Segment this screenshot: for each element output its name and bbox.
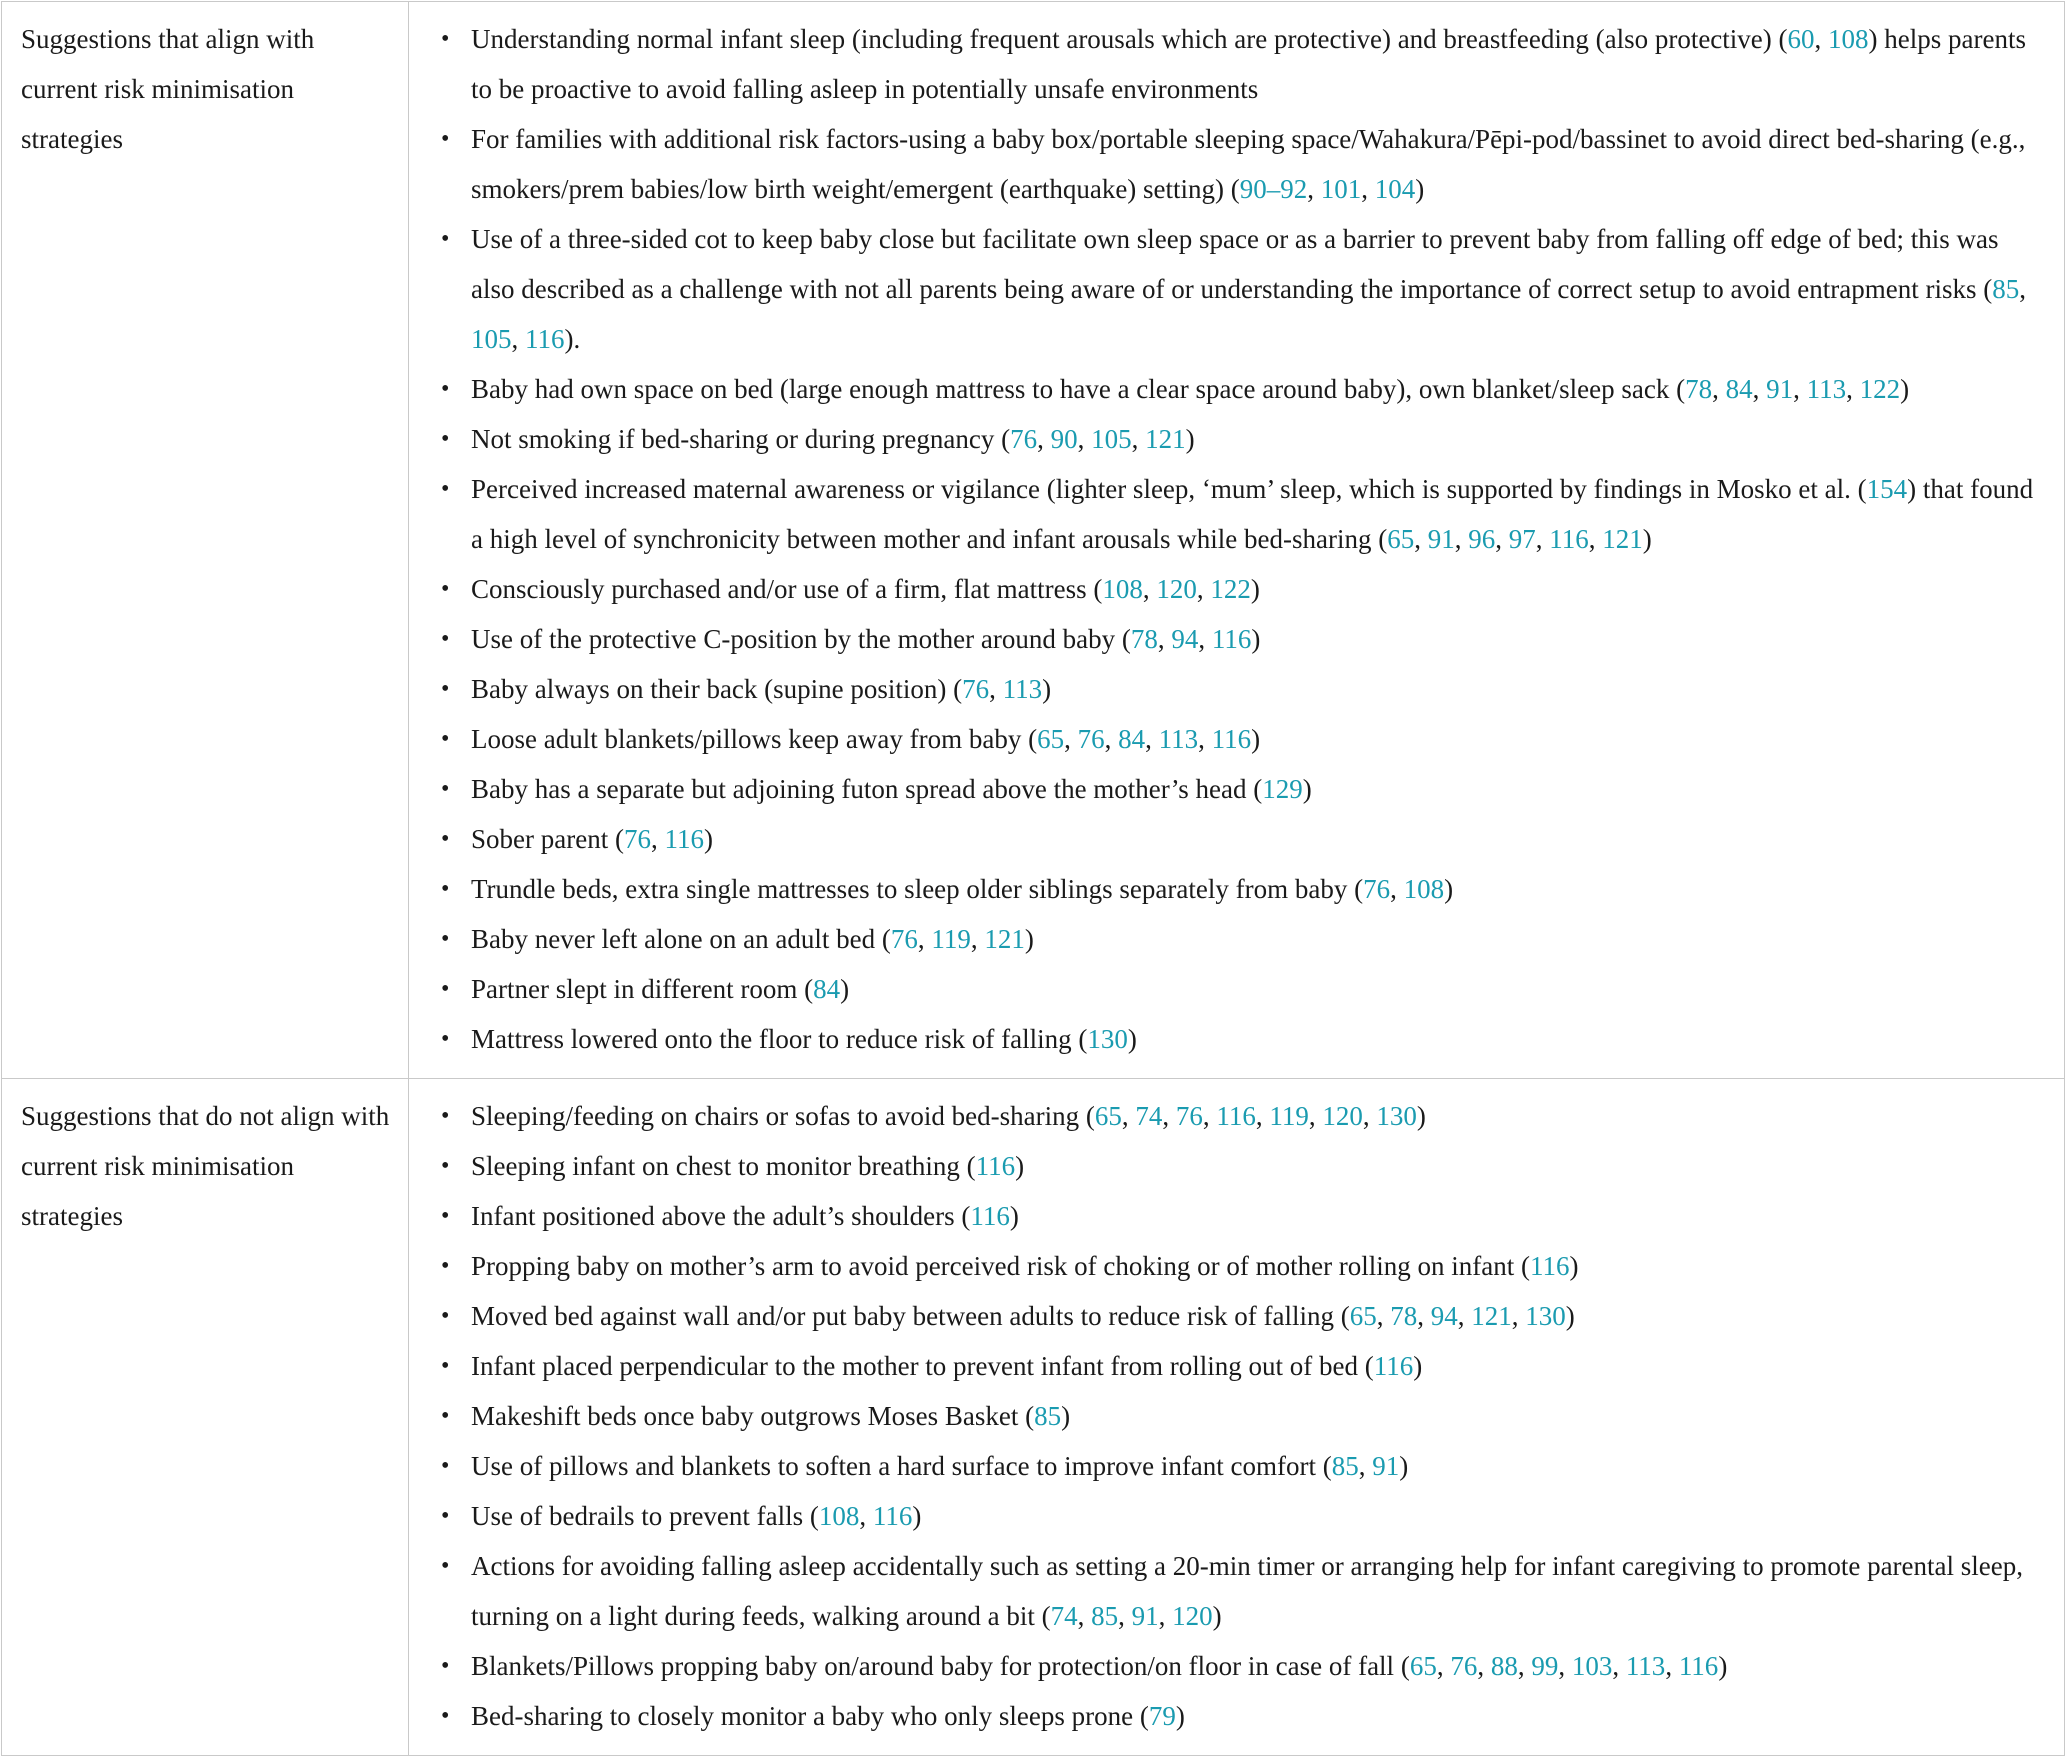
citation-link[interactable]: 78 [1130,624,1158,654]
list-item-text: Understanding normal infant sleep (including frequent arousals which are protective) and breastfeeding (also protective) [471,24,1772,54]
citation-link[interactable]: 88 [1490,1651,1518,1681]
table-row-align [2,2,2065,1079]
list-item-text: Mattress lowered onto the floor to reduce risk of falling [471,1024,1072,1054]
list-item: • For families with additional risk factors-using a baby box/portable sleeping space/Wahakura/Pēpi-pod/bassinet to avoid direct bed-sharing (e.g., smokers/prem babies/low birth weight/emergent (earthquake) setting) (90–92, 101, 104) [471,114,2044,214]
list-item-text: Baby had own space on bed (large enough mattress to have a clear space around baby), own blanket/sleep sack [471,374,1670,404]
citation-link[interactable]: 116 [872,1501,913,1531]
row-label: Suggestions that do not align with current risk minimisation strategies [21,1101,390,1231]
citation-link[interactable]: 130 [1376,1101,1417,1131]
row-items-cell [409,1079,2065,1756]
citation-link[interactable]: 76 [962,674,990,704]
list-item: • Use of bedrails to prevent falls (108, 116) [471,1491,2044,1541]
citation-link[interactable]: 76 [1363,874,1391,904]
citation-link[interactable]: 85 [1091,1601,1119,1631]
list-item-text: Trundle beds, extra single mattresses to sleep older siblings separately from baby [471,874,1348,904]
citation-link[interactable]: 116 [1678,1651,1719,1681]
row-items-cell [409,2,2065,1079]
list-item-text: Infant placed perpendicular to the mother to prevent infant from rolling out of bed [471,1351,1358,1381]
citation-link[interactable]: 116 [525,324,565,354]
list-item: • Mattress lowered onto the floor to reduce risk of falling (130) [471,1014,2044,1064]
citation-link[interactable]: 85 [1992,274,2020,304]
list-item-suffix: . [573,324,581,354]
citation-link[interactable]: 116 [970,1201,1010,1231]
citation-link[interactable]: 116 [975,1151,1016,1181]
citation-link[interactable]: 60 [1787,24,1815,54]
citation-link[interactable]: 78 [1390,1301,1418,1331]
list-item-text: Bed-sharing to closely monitor a baby who only sleeps prone [471,1701,1134,1731]
citation-link[interactable]: 76 [1450,1651,1478,1681]
list-item-text: Use of pillows and blankets to soften a hard surface to improve infant comfort [471,1451,1317,1481]
citation-link[interactable]: 130 [1087,1024,1128,1054]
suggestion-list [419,14,2044,1064]
citation-link[interactable]: 79 [1148,1701,1176,1731]
citation-link[interactable]: 108 [1828,24,1869,54]
list-item: • Sleeping infant on chest to monitor breathing (116) [471,1141,2044,1191]
list-item: • Perceived increased maternal awareness or vigilance (lighter sleep, ‘mum’ sleep, which is supported by findings in Mosko et al. (154) that found a high level of synchronicity between mother and infant arousals while bed-sharing (65, 91, 96, 97, 116, 121) [471,464,2044,564]
citation-link[interactable]: 76 [1010,424,1038,454]
citation-link[interactable]: 103 [1571,1651,1613,1681]
list-item: • Trundle beds, extra single mattresses to sleep older siblings separately from baby (76, 108) [471,864,2044,914]
list-item-text: Partner slept in different room [471,974,798,1004]
citation-link[interactable]: 76 [1175,1101,1203,1131]
citation-link[interactable]: 104 [1374,174,1416,204]
list-item-text: Sober parent [471,824,609,854]
list-item: • Understanding normal infant sleep (including frequent arousals which are protective) and breastfeeding (also protective) (60, 108) helps parents to be proactive to avoid falling asleep in potentially unsafe environments [471,14,2044,114]
list-item-text: Moved bed against wall and/or put baby between adults to reduce risk of falling [471,1301,1335,1331]
list-item-text: Infant positioned above the adult’s shoulders [471,1201,955,1231]
citation-link[interactable]: 74 [1050,1601,1078,1631]
list-item-text: Use of a three-sided cot to keep baby close but facilitate own sleep space or as a barrier to prevent baby from falling off edge of bed; this was also described as a challenge with not all parents being aware of or understanding the importance of correct setup to avoid entrapment risks [471,224,1999,304]
citation-link[interactable]: 85 [1034,1401,1062,1431]
citation-link[interactable]: 76 [1077,724,1105,754]
list-item-text: Perceived increased maternal awareness or vigilance (lighter sleep, ‘mum’ sleep, which is supported by findings in Mosko et al. [471,474,1851,504]
citation-link[interactable]: 84 [1118,724,1146,754]
list-item-text: Consciously purchased and/or use of a firm, flat mattress [471,574,1087,604]
citation-link[interactable]: 121 [1145,424,1186,454]
row-label-cell [2,1079,409,1756]
citation-link[interactable]: 105 [471,324,512,354]
citation-link[interactable]: 113 [1625,1651,1666,1681]
row-label: Suggestions that align with current risk minimisation strategies [21,24,315,154]
citation-link[interactable]: 119 [931,924,971,954]
citation-link[interactable]: 122 [1210,574,1251,604]
list-item-text: Loose adult blankets/pillows keep away from baby [471,724,1022,754]
citation-link[interactable]: 129 [1262,774,1303,804]
citation-link[interactable]: 85 [1331,1451,1359,1481]
citation-link[interactable]: 121 [1602,524,1643,554]
citation-link[interactable]: 116 [1211,624,1252,654]
citation-link[interactable]: 76 [623,824,651,854]
list-item: • Not smoking if bed-sharing or during pregnancy (76, 90, 105, 121) [471,414,2044,464]
list-item: • Actions for avoiding falling asleep accidentally such as setting a 20-min timer or arranging help for infant caregiving to promote parental sleep, turning on a light during feeds, walking around a bit (74, 85, 91, 120) [471,1541,2044,1641]
citation-link[interactable]: 99 [1531,1651,1559,1681]
list-item: • Consciously purchased and/or use of a firm, flat mattress (108, 120, 122) [471,564,2044,614]
citation-link[interactable]: 116 [664,824,704,854]
citation-link[interactable]: 91 [1766,374,1794,404]
citation-link[interactable]: 120 [1156,574,1197,604]
citation-link[interactable]: 101 [1320,174,1362,204]
list-item: • Infant placed perpendicular to the mother to prevent infant from rolling out of bed (116) [471,1341,2044,1391]
citation-link[interactable]: 90 [1050,424,1078,454]
list-item: • Sober parent (76, 116) [471,814,2044,864]
list-item: • Baby has a separate but adjoining futon spread above the mother’s head (129) [471,764,2044,814]
citation-link[interactable]: 65 [1094,1101,1122,1131]
list-item-text: Baby never left alone on an adult bed [471,924,876,954]
citation-link[interactable]: 78 [1685,374,1713,404]
list-item: • Moved bed against wall and/or put baby between adults to reduce risk of falling (65, 78, 94, 121, 130) [471,1291,2044,1341]
citation-link[interactable]: 65 [1349,1301,1377,1331]
list-item-text: Use of bedrails to prevent falls [471,1501,804,1531]
list-item-text: Not smoking if bed-sharing or during pregnancy [471,424,995,454]
citation-link[interactable]: 96 [1468,524,1496,554]
citation-link[interactable]: 154 [1866,474,1908,504]
list-item: • Baby always on their back (supine position) (76, 113) [471,664,2044,714]
citation-link[interactable]: 94 [1430,1301,1458,1331]
list-item: • Sleeping/feeding on chairs or sofas to avoid bed-sharing (65, 74, 76, 116, 119, 120, 130) [471,1091,2044,1141]
citation-link[interactable]: 113 [1002,674,1043,704]
citation-link[interactable]: 90–92 [1239,174,1308,204]
citation-link[interactable]: 121 [984,924,1025,954]
list-item-text: Makeshift beds once baby outgrows Moses Basket [471,1401,1019,1431]
row-label-cell [2,2,409,1079]
citation-link[interactable]: 108 [818,1501,860,1531]
citation-link[interactable]: 97 [1508,524,1536,554]
list-item-text: Actions for avoiding falling asleep accidentally such as setting a 20-min timer or arranging help for infant caregiving to promote parental sleep, turning on a light during feeds, walking around a bit [471,1551,2023,1631]
citation-link[interactable]: 116 [1211,724,1252,754]
citation-link[interactable]: 65 [1037,724,1065,754]
citation-link[interactable]: 119 [1269,1101,1309,1131]
suggestion-list [419,1091,2044,1741]
citation-link[interactable]: 108 [1403,874,1445,904]
citation-link[interactable]: 84 [813,974,841,1004]
table-row-not-align [2,1079,2065,1756]
citation-link[interactable]: 65 [1409,1651,1437,1681]
citation-link[interactable]: 84 [1725,374,1753,404]
list-item: • Use of a three-sided cot to keep baby close but facilitate own sleep space or as a barrier to prevent baby from falling off edge of bed; this was also described as a challenge with not all parents being aware of or understanding the importance of correct setup to avoid entrapment risks (85, 105, 116). [471,214,2044,364]
list-item-text: Sleeping/feeding on chairs or sofas to avoid bed-sharing [471,1101,1080,1131]
list-item: • Partner slept in different room (84) [471,964,2044,1014]
list-item-suffix: helps parents to be proactive to avoid falling asleep in potentially unsafe environments [471,24,2026,104]
list-item-text: For families with additional risk factors-using a baby box/portable sleeping space/Wahakura/Pēpi-pod/bassinet to avoid direct bed-sharing (e.g., smokers/prem babies/low birth weight/emergent (earthquake) setting) [471,124,2026,204]
list-item-text: Baby always on their back (supine position) [471,674,947,704]
citation-link[interactable]: 105 [1091,424,1132,454]
citation-link[interactable]: 91 [1131,1601,1159,1631]
list-item-text: Propping baby on mother’s arm to avoid perceived risk of choking or of mother rolling on infant [471,1251,1515,1281]
citation-link[interactable]: 116 [1549,524,1589,554]
citation-link[interactable]: 116 [1216,1101,1256,1131]
citation-link[interactable]: 120 [1322,1101,1363,1131]
list-item-suffix: that found a high level of synchronicity between mother and infant arousals while bed-sharing [471,474,2034,554]
list-item: • Baby never left alone on an adult bed (76, 119, 121) [471,914,2044,964]
list-item: • Infant positioned above the adult’s shoulders (116) [471,1191,2044,1241]
list-item: • Loose adult blankets/pillows keep away from baby (65, 76, 84, 113, 116) [471,714,2044,764]
citation-link[interactable]: 130 [1525,1301,1566,1331]
list-item-text: Sleeping infant on chest to monitor breathing [471,1151,960,1181]
list-item: • Baby had own space on bed (large enough mattress to have a clear space around baby), own blanket/sleep sack (78, 84, 91, 113, 122) [471,364,2044,414]
citation-link[interactable]: 113 [1158,724,1199,754]
citation-link[interactable]: 76 [890,924,918,954]
citation-link[interactable]: 113 [1806,374,1847,404]
citation-link[interactable]: 91 [1427,524,1455,554]
list-item: • Bed-sharing to closely monitor a baby who only sleeps prone (79) [471,1691,2044,1741]
list-item: • Propping baby on mother’s arm to avoid perceived risk of choking or of mother rolling on infant (116) [471,1241,2044,1291]
citation-link[interactable]: 121 [1471,1301,1512,1331]
list-item-text: Baby has a separate but adjoining futon spread above the mother’s head [471,774,1247,804]
list-item: • Makeshift beds once baby outgrows Moses Basket (85) [471,1391,2044,1441]
risk-strategy-table [1,1,2065,1756]
citation-link[interactable]: 116 [1373,1351,1414,1381]
citation-link[interactable]: 116 [1530,1251,1570,1281]
list-item: • Use of pillows and blankets to soften a hard surface to improve infant comfort (85, 91) [471,1441,2044,1491]
list-item-text: Blankets/Pillows propping baby on/around baby for protection/on floor in case of fall [471,1651,1395,1681]
citation-link[interactable]: 91 [1372,1451,1400,1481]
citation-link[interactable]: 74 [1135,1101,1163,1131]
citation-link[interactable]: 108 [1102,574,1143,604]
list-item: • Use of the protective C-position by the mother around baby (78, 94, 116) [471,614,2044,664]
citation-link[interactable]: 65 [1387,524,1415,554]
citation-link[interactable]: 120 [1172,1601,1213,1631]
citation-link[interactable]: 94 [1171,624,1199,654]
list-item: • Blankets/Pillows propping baby on/around baby for protection/on floor in case of fall (65, 76, 88, 99, 103, 113, 116) [471,1641,2044,1691]
citation-link[interactable]: 122 [1859,374,1901,404]
list-item-text: Use of the protective C-position by the mother around baby [471,624,1116,654]
